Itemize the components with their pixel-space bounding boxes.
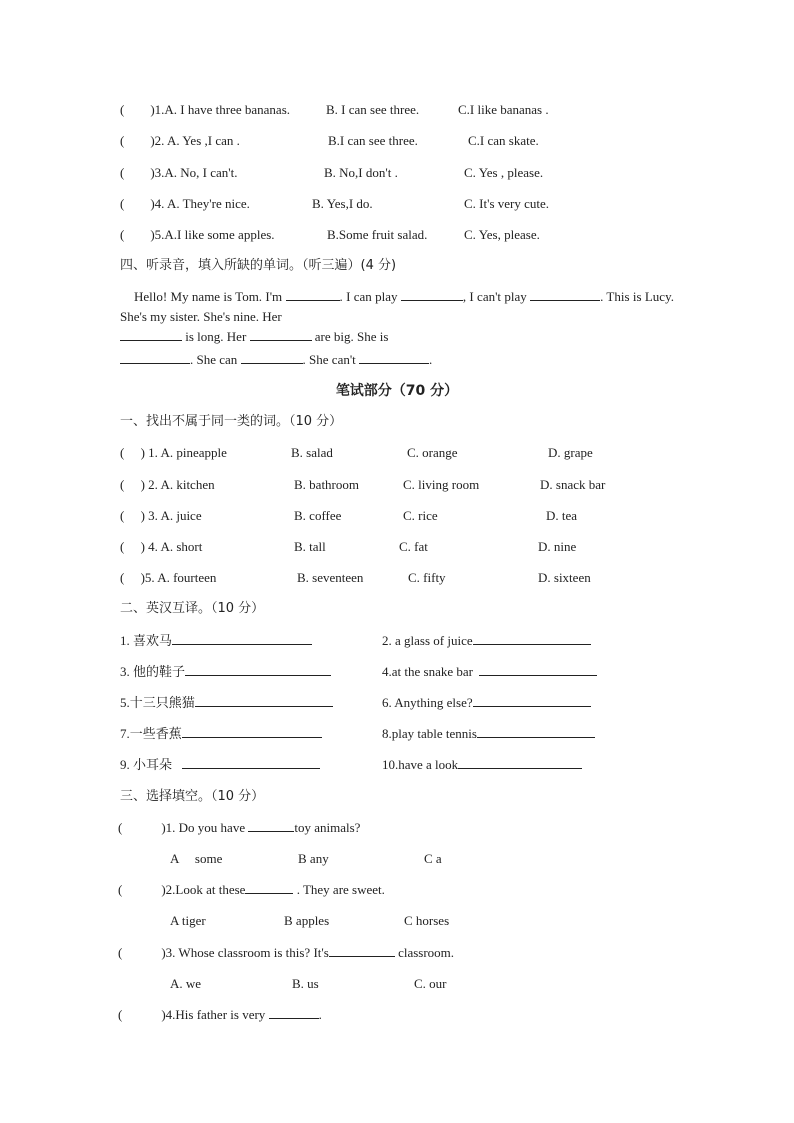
blank-line[interactable] [401, 287, 463, 301]
odd-one-out-row [0, 443, 794, 463]
question-text: ( )1. Do you have [118, 820, 246, 835]
option-c: C. orange [407, 445, 458, 460]
blank-line[interactable] [479, 662, 597, 676]
question-text: ( )2. A. Yes ,I can . [120, 133, 240, 148]
blank-line[interactable] [182, 724, 322, 738]
translation-item [120, 755, 320, 775]
option-d: D. sixteen [538, 570, 591, 585]
option-d: D. tea [546, 508, 578, 523]
question-text: . [318, 1007, 322, 1022]
item-text: 6. Anything else? [382, 695, 473, 710]
item-text: 5.十三只熊猫 [120, 695, 195, 710]
listening-question-1 [0, 100, 794, 120]
item-text: 10.have a look [382, 757, 459, 772]
blank-line[interactable] [286, 287, 340, 301]
section-b-heading [0, 599, 794, 619]
option-c: C. It's very cute. [464, 196, 550, 211]
question-line [118, 1005, 322, 1025]
blank-row [120, 350, 432, 370]
option-c: C. fifty [408, 570, 446, 585]
option-a: A. we [170, 976, 202, 991]
question-text: ( )1.A. I have three bananas. [120, 102, 291, 117]
option-b: B apples [284, 913, 330, 928]
odd-one-out-row [0, 475, 794, 495]
paragraph-text: is long. Her [185, 329, 247, 344]
option-b: B.Some fruit salad. [327, 227, 428, 242]
option-b: B. salad [291, 445, 333, 460]
listening-question-2 [0, 131, 794, 151]
option-c: C. rice [403, 508, 438, 523]
item-text: 8.play table tennis [382, 726, 477, 741]
question-text: classroom. [398, 945, 455, 960]
paragraph-text: . She can't [302, 352, 356, 367]
question-line [118, 818, 360, 838]
blank-line[interactable] [245, 880, 293, 894]
option-b: B. tall [294, 539, 326, 554]
option-d: D. snack bar [540, 477, 606, 492]
odd-one-out-row [0, 506, 794, 526]
option-b: B. I can see three. [326, 102, 420, 117]
option-d: D. grape [548, 445, 593, 460]
question-text: ( )3.A. No, I can't. [120, 165, 238, 180]
blank-line[interactable] [269, 1005, 319, 1019]
question-text: ( )3. Whose classroom is this? It's [118, 945, 329, 960]
choice-options-1 [0, 849, 794, 869]
blank-line[interactable] [120, 350, 190, 364]
section-c-heading [0, 787, 794, 807]
paragraph-text: are big. She is [314, 329, 389, 344]
choice-options-3 [0, 974, 794, 994]
question-text: ( )4. A. They're nice. [120, 196, 250, 211]
title-text: 笔试部分（70 分） [335, 383, 459, 399]
option-b: B. bathroom [294, 477, 359, 492]
blank-line[interactable] [250, 327, 312, 341]
question-text: ( )5.A.I like some apples. [120, 227, 275, 242]
choice-question-2 [0, 880, 794, 900]
blank-line[interactable] [185, 662, 331, 676]
option-b: B. No,I don't . [324, 165, 398, 180]
option-c: C. Yes, please. [464, 227, 540, 242]
blank-line[interactable] [248, 818, 294, 832]
option-a: ( ) 3. A. juice [120, 508, 202, 523]
option-c: C. living room [403, 477, 480, 492]
translation-item [382, 693, 591, 713]
translation-item [382, 662, 597, 682]
listening-question-3 [0, 163, 794, 183]
translation-item [382, 631, 591, 651]
translation-row [0, 662, 794, 682]
item-text: 4.at the snake bar [382, 664, 473, 679]
fill-in-paragraph-end [0, 350, 794, 370]
translation-row [0, 755, 794, 775]
odd-one-out-row [0, 568, 794, 588]
odd-one-out-row [0, 537, 794, 557]
paragraph-text: Hello! My name is Tom. I'm [134, 289, 283, 304]
option-a: A some [170, 851, 223, 866]
item-text: 3. 他的鞋子 [120, 664, 186, 679]
question-line [118, 880, 385, 900]
translation-item [120, 631, 312, 651]
option-a: ( ) 1. A. pineapple [120, 445, 227, 460]
option-c: C a [424, 851, 442, 866]
option-a: A tiger [170, 913, 206, 928]
option-b: B. Yes,I do. [312, 196, 373, 211]
option-d: D. nine [538, 539, 577, 554]
item-text: 7.一些香蕉 [120, 726, 182, 741]
option-b: B. us [292, 976, 319, 991]
blank-line[interactable] [120, 327, 182, 341]
section-4-heading [0, 256, 794, 276]
option-b: B any [298, 851, 329, 866]
translation-row [0, 631, 794, 651]
translation-item [382, 724, 595, 744]
blank-line[interactable] [530, 287, 600, 301]
question-text: ( )2.Look at these [118, 882, 246, 897]
question-text: . They are sweet. [296, 882, 385, 897]
listening-question-4 [0, 194, 794, 214]
blank-line[interactable] [329, 943, 395, 957]
blank-line[interactable] [359, 350, 429, 364]
option-b: B. seventeen [297, 570, 364, 585]
choice-options-2 [0, 911, 794, 931]
choice-question-1 [0, 818, 794, 838]
paragraph-text: . This is Lucy. She's my sister. She's nine. Her [120, 289, 674, 324]
choice-question-4 [0, 1005, 794, 1025]
option-c: C.I can skate. [468, 133, 539, 148]
fill-in-paragraph [120, 287, 674, 347]
paragraph-text: . She can [190, 352, 238, 367]
blank-line[interactable] [458, 755, 582, 769]
blank-line[interactable] [473, 631, 591, 645]
blank-line[interactable] [477, 724, 595, 738]
section-heading-text: 四、听录音，填入所缺的单词。（听三遍）(4 分) [120, 258, 397, 273]
option-a: ( ) 4. A. short [120, 539, 203, 554]
translation-row [0, 724, 794, 744]
option-a: ( )5. A. fourteen [120, 570, 217, 585]
item-text: 9. 小耳朵 [120, 757, 173, 772]
question-text: toy animals? [294, 820, 361, 835]
option-c: C. our [414, 976, 447, 991]
blank-line[interactable] [172, 631, 312, 645]
option-b: B. coffee [294, 508, 342, 523]
blank-line[interactable] [241, 350, 303, 364]
section-heading-text: 一、找出不属于同一类的词。（10 分） [120, 414, 343, 429]
translation-row [0, 693, 794, 713]
translation-item [120, 662, 331, 682]
item-text: 2. a glass of juice [382, 633, 473, 648]
section-heading-text: 二、英汉互译。（10 分） [120, 601, 265, 616]
choice-question-3 [0, 943, 794, 963]
listening-question-5 [0, 225, 794, 245]
paragraph-text: . I can play [339, 289, 398, 304]
translation-item [120, 724, 322, 744]
blank-line[interactable] [195, 693, 333, 707]
option-c: C horses [404, 913, 450, 928]
question-line [118, 943, 454, 963]
option-c: C. fat [399, 539, 428, 554]
translation-item [382, 755, 582, 775]
option-a: ( ) 2. A. kitchen [120, 477, 215, 492]
section-a-heading [0, 412, 794, 432]
blank-line[interactable] [182, 755, 320, 769]
blank-line[interactable] [473, 693, 591, 707]
question-text: ( )4.His father is very [118, 1007, 266, 1022]
option-c: C.I like bananas . [458, 102, 549, 117]
translation-item [120, 693, 333, 713]
paragraph-text: . [429, 352, 433, 367]
option-c: C. Yes , please. [464, 165, 544, 180]
option-b: B.I can see three. [328, 133, 418, 148]
paragraph-text: , I can't play [462, 289, 527, 304]
section-heading-text: 三、选择填空。（10 分） [120, 789, 265, 804]
item-text: 1. 喜欢马 [120, 633, 173, 648]
written-part-title [0, 381, 794, 401]
